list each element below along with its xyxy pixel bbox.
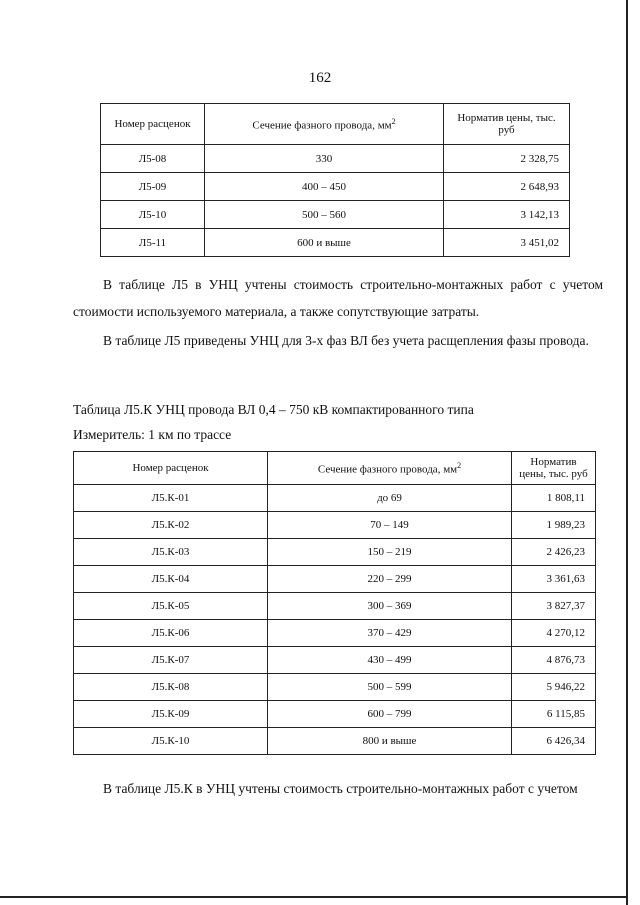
- table-cell: Л5.К-08: [74, 674, 268, 701]
- page-border-bottom: [0, 896, 628, 898]
- table-cell: 4 270,12: [512, 620, 596, 647]
- table-cell: Л5-11: [101, 229, 205, 257]
- column-header-label: Сечение фазного провода, мм: [317, 463, 458, 476]
- column-header-label: Номер расценок: [114, 118, 191, 130]
- table-cell: 500 – 560: [205, 201, 444, 229]
- table-cell: 2 426,23: [512, 539, 596, 566]
- table-cell: 330: [205, 145, 444, 173]
- table-cell: 2 328,75: [444, 145, 570, 173]
- column-header: [205, 104, 444, 145]
- table-cell: 2 648,93: [444, 173, 570, 201]
- paragraph: В таблице Л5 приведены УНЦ для 3-х фаз ВЛ без учета расщепления фазы провода.: [103, 333, 589, 348]
- table-cell: 220 – 299: [268, 566, 512, 593]
- table-row: [74, 593, 596, 620]
- table-cell: 400 – 450: [205, 173, 444, 201]
- column-header-label: Номер расценок: [132, 462, 209, 474]
- table-cell: 800 и выше: [268, 728, 512, 755]
- table-cell: 3 451,02: [444, 229, 570, 257]
- table-cell: 300 – 369: [268, 593, 512, 620]
- page-border-right: [626, 0, 628, 905]
- table-cell: Л5.К-05: [74, 593, 268, 620]
- table-cell: Л5.К-07: [74, 647, 268, 674]
- table-cell: 1 989,23: [512, 512, 596, 539]
- table-caption: Таблица Л5.К УНЦ провода ВЛ 0,4 – 750 кВ компактированного типа: [73, 402, 474, 417]
- paragraph: В таблице Л5.К в УНЦ учтены стоимость строительно-монтажных работ с учетом: [103, 781, 578, 796]
- table-row: [74, 485, 596, 512]
- table-cell: 370 – 429: [268, 620, 512, 647]
- table-cell: 600 и выше: [205, 229, 444, 257]
- table-cell: Л5.К-02: [74, 512, 268, 539]
- table-row: [101, 145, 570, 173]
- table-cell: 70 – 149: [268, 512, 512, 539]
- table-cell: 1 808,11: [512, 485, 596, 512]
- table-cell: 3 361,63: [512, 566, 596, 593]
- table-header-row: [101, 104, 570, 145]
- column-header: [444, 104, 570, 145]
- column-header: [268, 452, 512, 485]
- table-cell: до 69: [268, 485, 512, 512]
- table-cell: Л5-10: [101, 201, 205, 229]
- table-row: [74, 539, 596, 566]
- table-header-row: [74, 452, 596, 485]
- table-cell: 4 876,73: [512, 647, 596, 674]
- table-cell: 3 142,13: [444, 201, 570, 229]
- table-cell: Л5-09: [101, 173, 205, 201]
- table-cell: Л5.К-10: [74, 728, 268, 755]
- column-header-label: Норматив цены, тыс. руб: [457, 112, 556, 136]
- column-header: [512, 452, 596, 485]
- table-cell: Л5.К-03: [74, 539, 268, 566]
- table-cell: Л5.К-04: [74, 566, 268, 593]
- price-table-l5: [100, 103, 570, 257]
- table-cell: Л5.К-01: [74, 485, 268, 512]
- column-header-label: Сечение фазного провода, мм: [252, 119, 392, 132]
- table-cell: 3 827,37: [512, 593, 596, 620]
- table-cell: Л5.К-06: [74, 620, 268, 647]
- paragraph: В таблице Л5 в УНЦ учтены стоимость строительно-монтажных работ с учетом стоимости используемого материала, а также сопутствующие затраты.: [73, 277, 603, 319]
- table-cell: 430 – 499: [268, 647, 512, 674]
- column-header-label: Норматив цены, тыс. руб: [519, 456, 588, 480]
- table-cell: 6 115,85: [512, 701, 596, 728]
- superscript: 2: [391, 116, 396, 126]
- table-cell: 600 – 799: [268, 701, 512, 728]
- table-row: [74, 512, 596, 539]
- table-cell: 6 426,34: [512, 728, 596, 755]
- table-row: [74, 620, 596, 647]
- table-unit: Измеритель: 1 км по трассе: [73, 427, 232, 442]
- table-row: [74, 566, 596, 593]
- table-row: [74, 674, 596, 701]
- superscript: 2: [457, 460, 462, 470]
- table-row: [101, 229, 570, 257]
- table-cell: 150 – 219: [268, 539, 512, 566]
- table-cell: 500 – 599: [268, 674, 512, 701]
- table-cell: Л5-08: [101, 145, 205, 173]
- table-cell: Л5.К-09: [74, 701, 268, 728]
- table-row: [101, 173, 570, 201]
- column-header: [74, 452, 268, 485]
- table-row: [74, 647, 596, 674]
- table-cell: 5 946,22: [512, 674, 596, 701]
- column-header: [101, 104, 205, 145]
- table-row: [74, 701, 596, 728]
- price-table-l5k: [73, 451, 596, 755]
- table-row: [101, 201, 570, 229]
- page-number: 162: [308, 70, 332, 86]
- table-row: [74, 728, 596, 755]
- body-text: [73, 271, 603, 354]
